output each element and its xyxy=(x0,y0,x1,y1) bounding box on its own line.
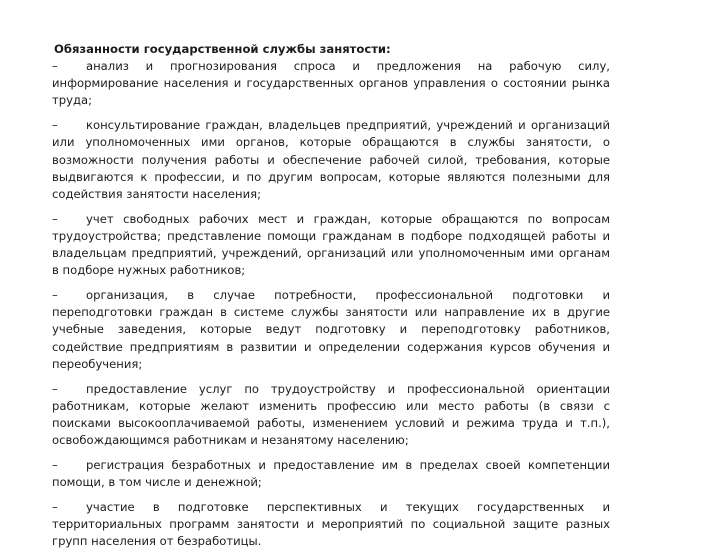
list-dash: – xyxy=(52,59,58,74)
list-item xyxy=(52,381,610,449)
list-item xyxy=(52,287,610,372)
list-item xyxy=(52,58,610,109)
list-item xyxy=(52,499,610,550)
list-dash: – xyxy=(52,381,58,396)
document-title: Обязанности государственной службы занятости: xyxy=(54,42,391,56)
list-item-text: организация, в случае потребности, профессиональной подготовки и переподготовки граждан в системе службы занятости или направление их в другие учебные заведения, которые ведут подготовку и переподготовку работников, содействие предприятиям в развитии и определении содержания курсов обучения и переобучения; xyxy=(52,288,610,371)
list-item-text: учет свободных рабочих мест и граждан, которые обращаются по вопросам трудоустройства; представление помощи гражданам в подборе подходящей работы и владельцам предприятий, учреждений, организаций или уполномоченным ими органам в подборе нужных работников; xyxy=(52,211,610,278)
list-dash: – xyxy=(52,288,58,303)
list-dash: – xyxy=(52,458,58,473)
list-item-text: регистрация безработных и предоставление им в пределах своей компетенции помощи, в том числе и денежной; xyxy=(52,458,610,490)
list-item xyxy=(52,211,610,279)
list-dash: – xyxy=(52,500,58,515)
list-dash: – xyxy=(52,211,58,226)
list-item-text: предоставление услуг по трудоустройству и профессиональной ориентации работникам, которые желают изменить профессию или место работы (в связи с поисками высокооплачиваемой работы, изменением условий и режима труда и т.п.), освобождающимся работникам и незанятому населению; xyxy=(52,381,610,447)
document-page xyxy=(52,41,610,559)
list-item xyxy=(52,117,610,202)
list-item-text: участие в подготовке перспективных и текущих государственных и территориальных программ занятости и мероприятий по социальной защите разных групп населения от безработицы. xyxy=(52,500,610,549)
list-item-text: анализ и прогнозирования спроса и предложения на рабочую силу, информирование населения и государственных органов управления о состоянии рынка труда; xyxy=(52,59,610,108)
list-dash: – xyxy=(52,118,58,133)
list-item-text: консультирование граждан, владельцев предприятий, учреждений и организаций или уполномоченных ими органов, которые обращаются в службы занятости, о возможности получения работы и обеспечение рабочей силой, требования, которые выдвигаются к профессии, и по другим вопросам, которые являются полезными для содействия занятости населения; xyxy=(52,118,610,201)
list-item xyxy=(52,457,610,491)
